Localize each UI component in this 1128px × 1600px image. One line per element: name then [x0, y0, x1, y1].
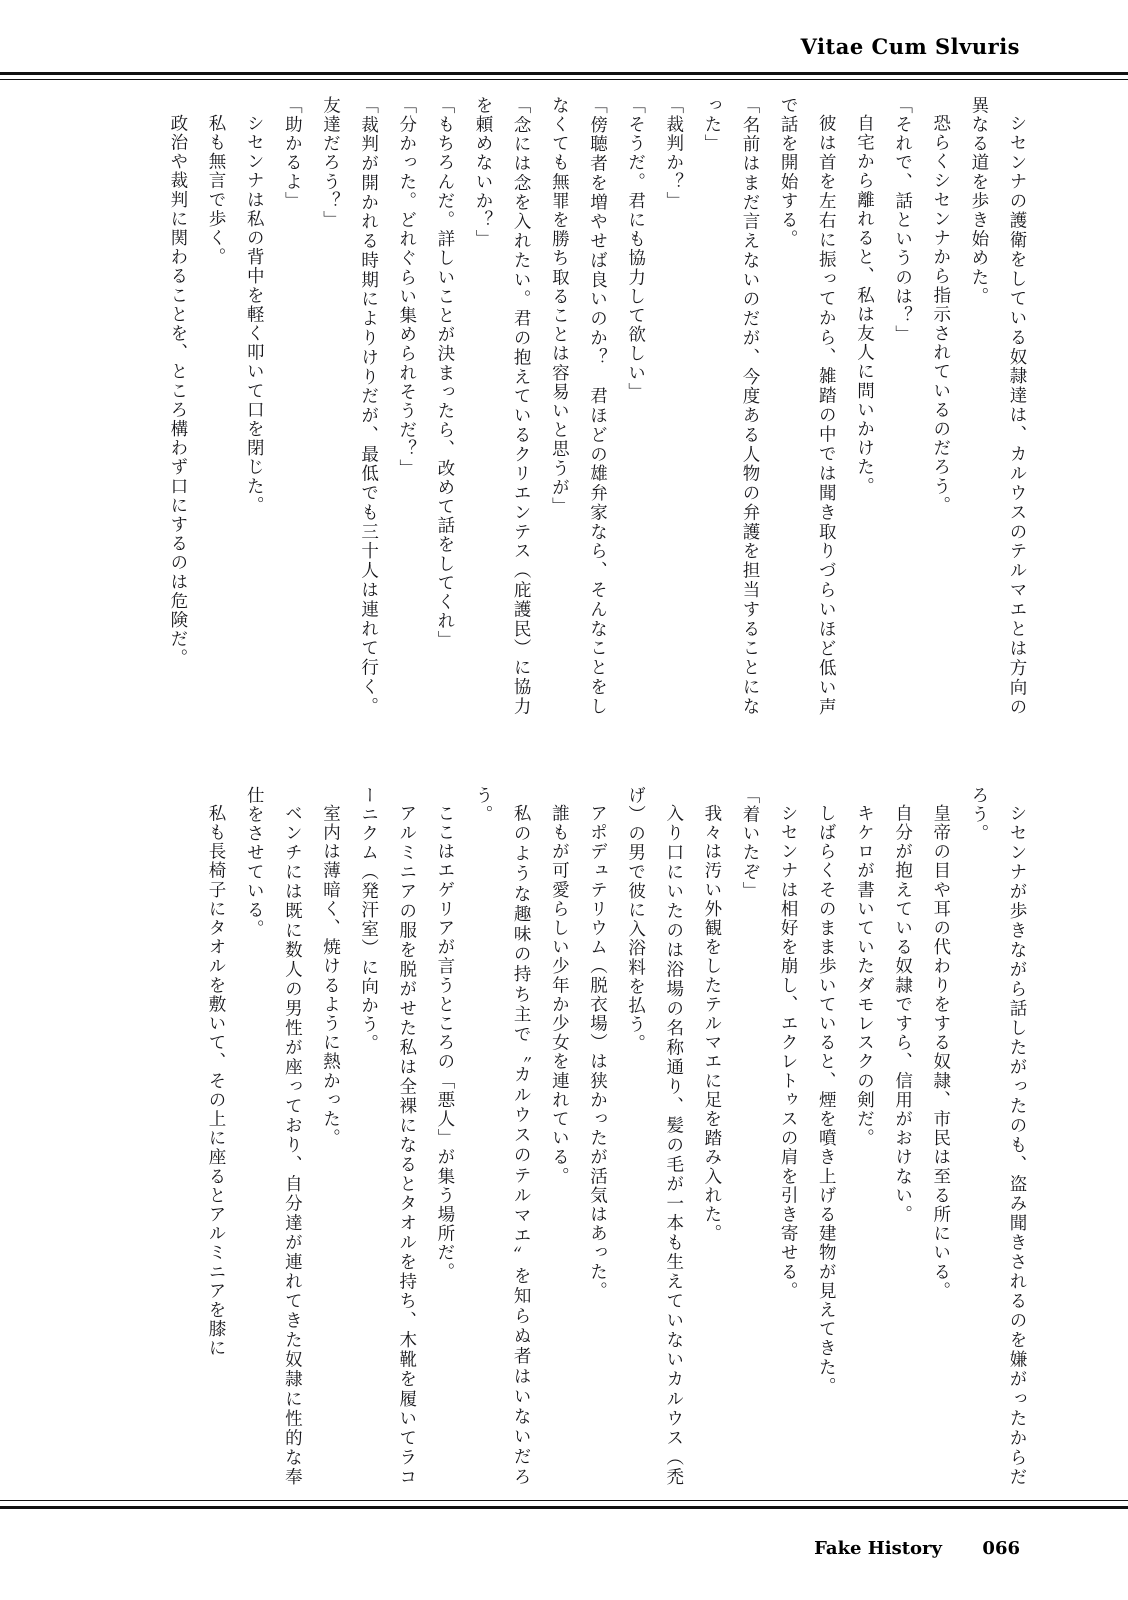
paragraph: ここはエゲリアが言うところの「悪人」が集う場所だ。 — [434, 803, 455, 1281]
paragraph: 入り口にいたのは浴場の名称通り、髪の毛が一本も生えていないカルウス（禿げ）の男で彼に入浴料を払う。 — [625, 786, 684, 1486]
paragraph: 彼は首を左右に振ってから、雑踏の中では聞き取りづらいほど低い声で話を開始する。 — [778, 96, 837, 716]
paragraph: 「そうだ。君にも協力して欲しい」 — [625, 96, 646, 402]
footer-rule-thick — [0, 1506, 1128, 1509]
paragraph: 室内は薄暗く、焼けるように熱かった。 — [320, 803, 341, 1148]
paragraph: ベンチには既に数人の男性が座っており、自分達が連れてきた奴隷に性的な奉仕をさせている。 — [244, 786, 303, 1486]
paragraph: 「裁判か？」 — [663, 96, 684, 211]
header-rule-thick — [0, 72, 1128, 75]
paragraph: 誰もが可愛らしい少年か少女を連れている。 — [549, 803, 570, 1186]
paragraph: アルミニアの服を脱がせた私は全裸になるとタオルを持ち、木靴を履いてラコーニクム（発汗室）に向かう。 — [358, 786, 417, 1486]
paragraph: 「着いたぞ」 — [740, 786, 761, 901]
paragraph: 「名前はまだ言えないのだが、今度ある人物の弁護を担当することになった」 — [701, 96, 761, 716]
paragraph: 恐らくシセンナから指示されているのだろう。 — [930, 113, 951, 515]
paragraph: 「傍聴者を増やせば良いのか？ 君ほどの雄弁家なら、そんなことをしなくても無罪を勝ち取ることは容易いと思うが」 — [549, 96, 608, 716]
paragraph: 私も無言で歩く。 — [206, 113, 227, 267]
header-rule-thin — [0, 79, 1128, 80]
paragraph: 「助かるよ」 — [282, 96, 303, 211]
paragraph: 皇帝の目や耳の代わりをする奴隷、市民は至る所にいる。 — [930, 803, 951, 1301]
paragraph: シセンナが歩きながら話したがったのも、盗み聞きされるのを嫌がったからだろう。 — [968, 786, 1027, 1486]
page-body — [96, 96, 1036, 1486]
paragraph: 政治や裁判に関わることを、ところ構わず口にするのは危険だ。 — [167, 113, 188, 668]
paragraph: 「分かった。どれぐらい集められそうだ？」 — [396, 96, 417, 478]
footer-section-label: Fake History — [814, 1538, 942, 1559]
text-block-lower — [124, 786, 1036, 1486]
paragraph: 「もちろんだ。詳しいことが決まったら、改めて話をしてくれ」 — [434, 96, 455, 650]
paragraph: シセンナの護衛をしている奴隷達は、カルウスのテルマエとは方向の異なる道を歩き始めた。 — [968, 96, 1027, 716]
paragraph: シセンナは私の背中を軽く叩いて口を閉じた。 — [244, 113, 265, 515]
paragraph: 私も長椅子にタオルを敷いて、その上に座るとアルミニアを膝に — [206, 803, 227, 1358]
paragraph: 「それで、話というのは？」 — [892, 96, 913, 345]
book-title: Vitae Cum Slvuris — [800, 34, 1020, 59]
paragraph: 私のような趣味の持ち主で〝カルウスのテルマエ〟を知らぬ者はいないだろう。 — [473, 786, 532, 1486]
paragraph: 我々は汚い外観をしたテルマエに足を踏み入れた。 — [701, 803, 722, 1243]
paragraph: アポデュテリウム（脱衣場）は狭かったが活気はあった。 — [587, 803, 608, 1301]
paragraph: 自宅から離れると、私は友人に問いかけた。 — [854, 113, 875, 496]
paragraph: しばらくそのまま歩いていると、煙を噴き上げる建物が見えてきた。 — [816, 803, 837, 1396]
paragraph: 「裁判が開かれる時期によりけりだが、最低でも三十人は連れて行く。友達だろう？」 — [320, 96, 379, 716]
paragraph: キケロが書いていたダモレスクの剣だ。 — [854, 803, 875, 1148]
page-header — [0, 0, 1128, 82]
footer-rule-thin — [0, 1500, 1128, 1501]
text-block-upper — [124, 96, 1036, 716]
page-number: 066 — [982, 1538, 1020, 1559]
paragraph: 自分が抱えている奴隷ですら、信用がおけない。 — [892, 803, 913, 1224]
paragraph: 「念には念を入れたい。君の抱えているクリエンテス（庇護民）に協力を頼めないか？」 — [473, 96, 532, 716]
paragraph: シセンナは相好を崩し、エクレトゥスの肩を引き寄せる。 — [778, 803, 799, 1301]
